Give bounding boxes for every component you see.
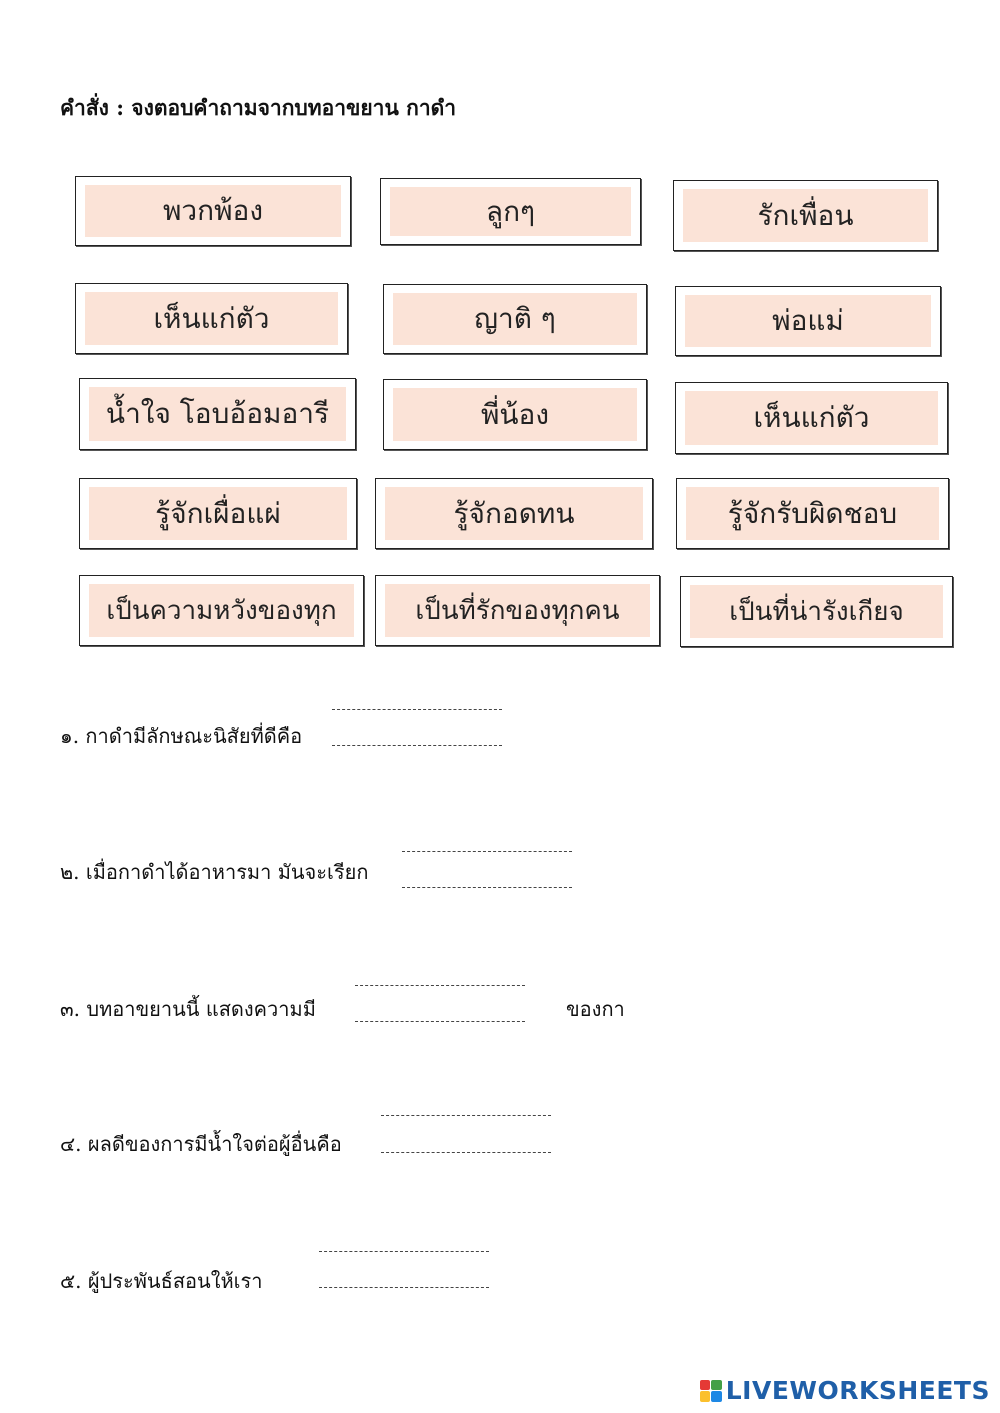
answer-card[interactable] bbox=[75, 176, 351, 246]
answer-blank-5b[interactable] bbox=[319, 1287, 489, 1288]
answer-card-label: รู้จักเผื่อแผ่ bbox=[155, 496, 281, 530]
liveworksheets-logo-icon bbox=[700, 1380, 722, 1402]
answer-blank-5a[interactable] bbox=[319, 1251, 489, 1252]
question-5: ๕. ผู้ประพันธ์สอนให้เรา bbox=[60, 1269, 263, 1293]
answer-card[interactable] bbox=[383, 284, 647, 354]
answer-card[interactable] bbox=[680, 576, 953, 647]
answer-blank-3a[interactable] bbox=[355, 985, 525, 986]
answer-card[interactable] bbox=[380, 178, 641, 245]
answer-blank-1b[interactable] bbox=[332, 745, 502, 746]
question-3-suffix: ของกา bbox=[566, 997, 625, 1021]
answer-card[interactable] bbox=[673, 180, 938, 251]
brand-name: LIVEWORKSHEETS bbox=[725, 1376, 990, 1405]
answer-card-label: เป็นที่น่ารังเกียจ bbox=[729, 597, 904, 627]
answer-blank-3b[interactable] bbox=[355, 1021, 525, 1022]
answer-blank-2a[interactable] bbox=[402, 851, 572, 852]
answer-blank-4a[interactable] bbox=[381, 1115, 551, 1116]
question-3: ๓. บทอาขยานนี้ แสดงความมี bbox=[60, 997, 316, 1021]
answer-card[interactable] bbox=[79, 478, 357, 549]
answer-card[interactable] bbox=[675, 286, 941, 356]
answer-card[interactable] bbox=[676, 478, 949, 549]
answer-card[interactable] bbox=[383, 379, 647, 450]
question-4: ๔. ผลดีของการมีน้ำใจต่อผู้อื่นคือ bbox=[60, 1132, 342, 1156]
answer-card-label: พี่น้อง bbox=[480, 397, 550, 431]
answer-card-label: รู้จักอดทน bbox=[453, 496, 575, 530]
instruction: คำสั่ง : จงตอบคำถามจากบทอาขยาน กาดำ bbox=[60, 95, 457, 120]
answer-card[interactable] bbox=[79, 575, 364, 646]
answer-card-label: ญาติ ๆ bbox=[474, 302, 556, 335]
answer-card[interactable] bbox=[75, 283, 348, 354]
answer-card[interactable] bbox=[375, 478, 653, 549]
answer-blank-1a[interactable] bbox=[332, 709, 502, 710]
answer-card[interactable] bbox=[375, 575, 660, 646]
answer-card-label: เป็นความหวังของทุก bbox=[106, 596, 337, 626]
answer-blank-4b[interactable] bbox=[381, 1152, 551, 1153]
answer-card-label: ลูกๆ bbox=[485, 194, 536, 228]
answer-card-label: รู้จักรับผิดชอบ bbox=[727, 496, 898, 530]
answer-card[interactable] bbox=[675, 382, 948, 454]
answer-card-label: เป็นที่รักของทุกคน bbox=[415, 596, 620, 626]
answer-card-label: พ่อแม่ bbox=[772, 304, 844, 337]
answer-card-label: น้ำใจ โอบอ้อมอารี bbox=[105, 397, 330, 430]
liveworksheets-brand bbox=[700, 1376, 990, 1405]
answer-card-label: รักเพื่อน bbox=[757, 198, 854, 232]
question-1: ๑. กาดำมีลักษณะนิสัยที่ดีคือ bbox=[60, 724, 303, 748]
answer-card-label: เห็นแก่ตัว bbox=[753, 401, 870, 434]
question-2: ๒. เมื่อกาดำได้อาหารมา มันจะเรียก bbox=[60, 860, 369, 884]
answer-card-label: พวกพ้อง bbox=[162, 194, 264, 227]
answer-blank-2b[interactable] bbox=[402, 887, 572, 888]
answer-card-label: เห็นแก่ตัว bbox=[153, 301, 270, 335]
answer-card[interactable] bbox=[79, 378, 356, 450]
